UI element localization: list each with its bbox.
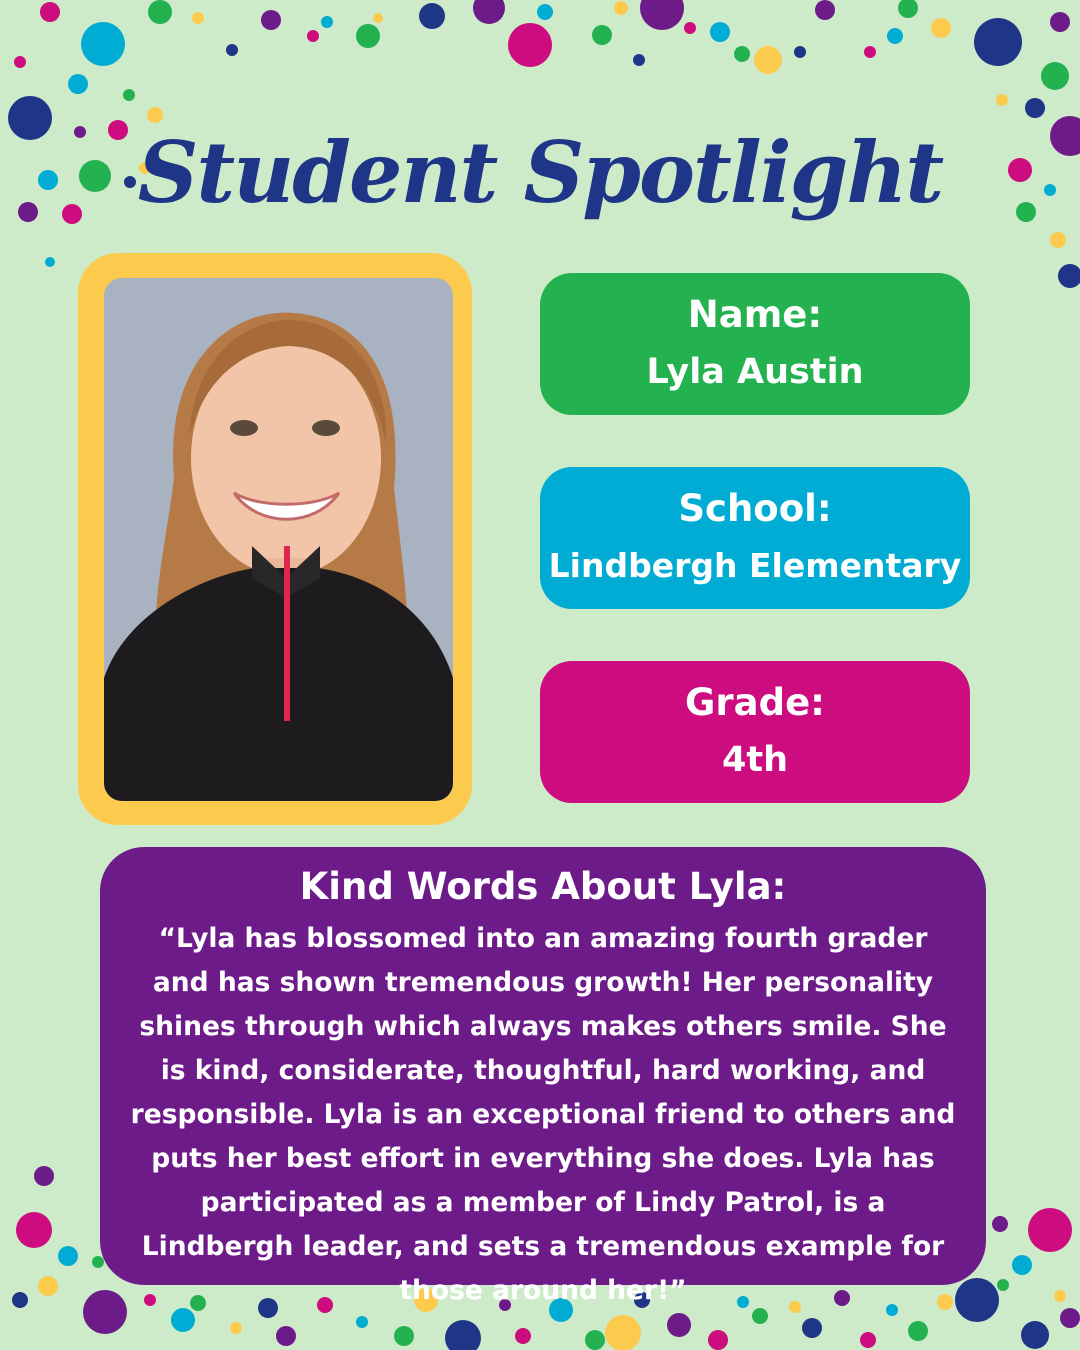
confetti-dot — [515, 1328, 531, 1344]
confetti-dot — [12, 1292, 28, 1308]
confetti-dot — [898, 0, 918, 18]
confetti-dot — [307, 30, 319, 42]
confetti-dot — [992, 1216, 1008, 1232]
confetti-dot — [276, 1326, 296, 1346]
confetti-dot — [708, 1330, 728, 1350]
confetti-dot — [887, 28, 903, 44]
confetti-dot — [931, 18, 951, 38]
confetti-dot — [955, 1278, 999, 1322]
confetti-dot — [192, 12, 204, 24]
confetti-dot — [815, 0, 835, 20]
confetti-dot — [14, 56, 26, 68]
confetti-dot — [1060, 1308, 1080, 1328]
confetti-dot — [860, 1332, 876, 1348]
confetti-dot — [794, 46, 806, 58]
school-value: Lindbergh Elementary — [548, 546, 962, 585]
confetti-dot — [864, 46, 876, 58]
confetti-dot — [684, 22, 696, 34]
confetti-dot — [356, 24, 380, 48]
confetti-dot — [40, 2, 60, 22]
confetti-dot — [585, 1330, 605, 1350]
confetti-dot — [16, 1212, 52, 1248]
confetti-dot — [605, 1315, 641, 1350]
confetti-dot — [45, 257, 55, 267]
confetti-dot — [1021, 1321, 1049, 1349]
confetti-dot — [734, 46, 750, 62]
name-label: Name: — [687, 293, 823, 336]
confetti-dot — [321, 16, 333, 28]
confetti-dot — [148, 0, 172, 24]
grade-box — [540, 661, 970, 803]
kind-words-title: Kind Words About Lyla: — [299, 865, 787, 908]
confetti-dot — [1058, 264, 1080, 288]
confetti-dot — [592, 25, 612, 45]
confetti-dot — [83, 1290, 127, 1334]
confetti-dot — [445, 1320, 481, 1350]
confetti-dot — [81, 22, 125, 66]
confetti-dot — [1041, 62, 1069, 90]
confetti-dot — [633, 54, 645, 66]
school-label: School: — [678, 487, 832, 530]
confetti-dot — [38, 1276, 58, 1296]
confetti-dot — [1050, 232, 1066, 248]
confetti-dot — [640, 0, 684, 30]
name-box — [540, 273, 970, 415]
confetti-dot — [356, 1316, 368, 1328]
confetti-dot — [997, 1279, 1009, 1291]
confetti-dot — [34, 1166, 54, 1186]
confetti-dot — [1054, 1290, 1066, 1302]
kind-words-box — [100, 847, 986, 1306]
confetti-dot — [419, 3, 445, 29]
kind-words-text: “Lyla has blossomed into an amazing fourth grader and has shown tremendous growth! Her personality shines through which always makes others smile. She is kind, considerate, thoughtful, hard working, and responsible. Lyla is an exceptional friend to others and puts her best effort in everything she does. Lyla has participated as a member of Lindy Patrol, is a Lindbergh leader, and sets a tremendous example for those around her!” — [130, 923, 956, 1306]
confetti-dot — [261, 10, 281, 30]
confetti-dot — [1012, 1255, 1032, 1275]
photo-frame — [78, 253, 472, 825]
confetti-dot — [394, 1326, 414, 1346]
name-value: Lyla Austin — [646, 352, 864, 392]
confetti-dot — [230, 1322, 242, 1334]
grade-label: Grade: — [685, 681, 825, 724]
confetti-dot — [123, 89, 135, 101]
confetti-dot — [373, 13, 383, 23]
confetti-dot — [537, 4, 553, 20]
confetti-dot — [614, 1, 628, 15]
confetti-dot — [974, 18, 1022, 66]
confetti-dot — [1028, 1208, 1072, 1252]
confetti-dot — [802, 1318, 822, 1338]
confetti-dot — [508, 23, 552, 67]
confetti-dot — [226, 44, 238, 56]
confetti-dot — [473, 0, 505, 24]
confetti-dot — [996, 94, 1008, 106]
confetti-dot — [908, 1321, 928, 1341]
confetti-dot — [710, 22, 730, 42]
confetti-dot — [754, 46, 782, 74]
confetti-dot — [58, 1246, 78, 1266]
page-title: Student Spotlight — [137, 123, 943, 222]
confetti-dot — [667, 1313, 691, 1337]
confetti-dot — [1050, 12, 1070, 32]
school-box — [540, 467, 970, 609]
confetti-dot — [1025, 98, 1045, 118]
student-portrait-illustration — [104, 278, 453, 801]
confetti-dot — [92, 1256, 104, 1268]
student-photo — [104, 278, 453, 801]
confetti-dot — [68, 74, 88, 94]
grade-value: 4th — [721, 740, 788, 780]
